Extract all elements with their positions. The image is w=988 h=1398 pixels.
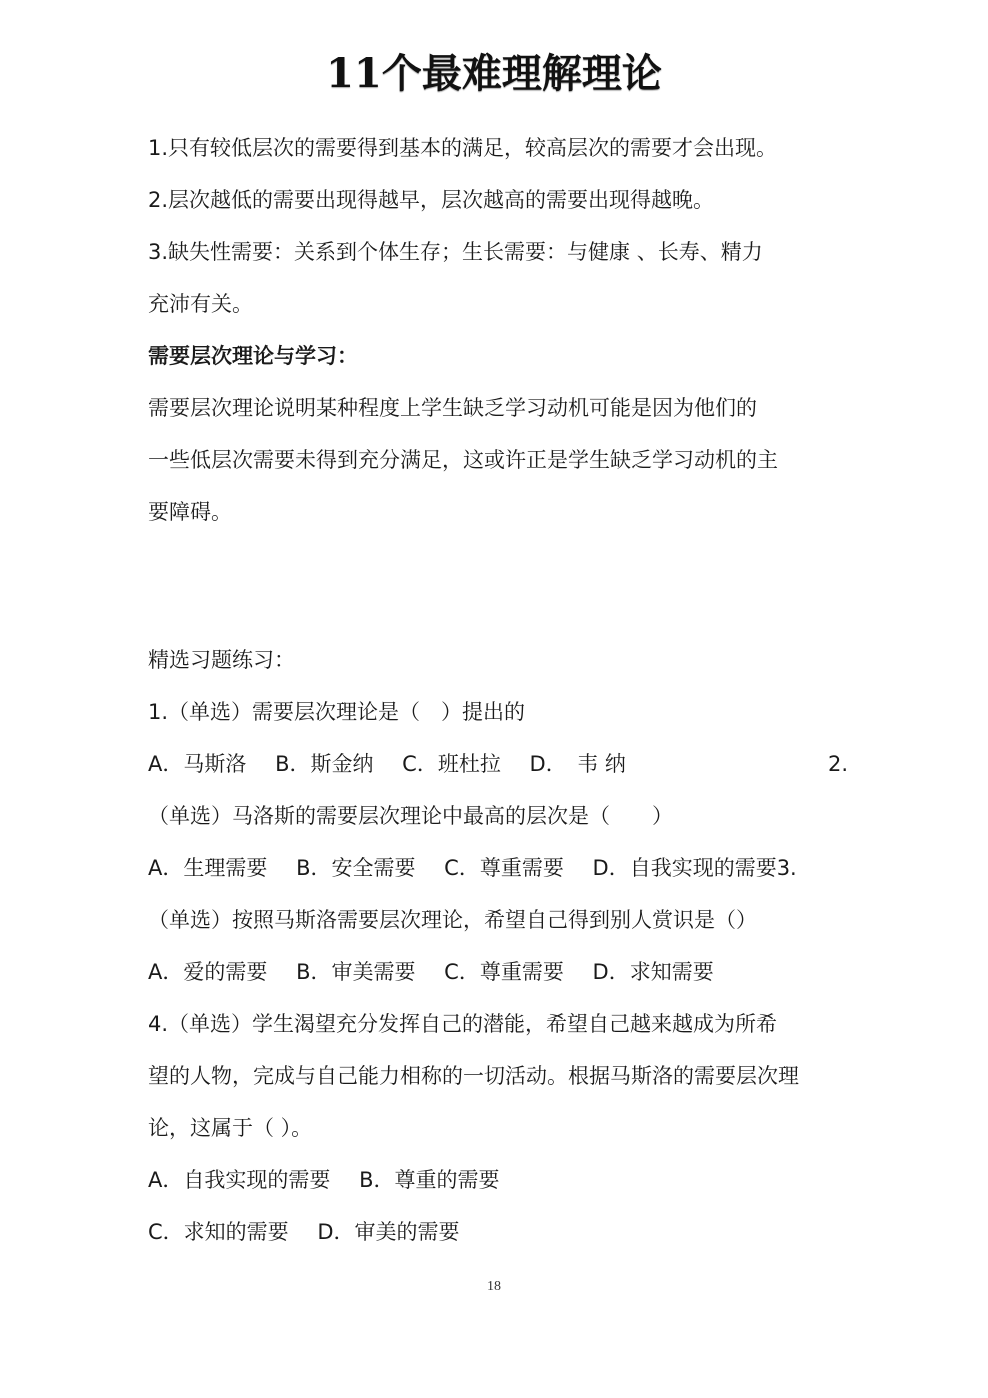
section-line-1: 需要层次理论说明某种程度上学生缺乏学习动机可能是因为他们的 (148, 396, 757, 420)
question-4-line-3: 论，这属于（ ）。 (148, 1116, 313, 1140)
q3-option-c: C．尊重需要 (444, 960, 564, 984)
section-line-3: 要障碍。 (148, 500, 232, 524)
point-1: 1.只有较低层次的需要得到基本的满足，较高层次的需要才会出现。 (148, 136, 778, 160)
point-3-continued: 充沛有关。 (148, 292, 253, 316)
question-3: （单选）按照马斯洛需要层次理论，希望自己得到别人赏识是（） (148, 908, 757, 932)
q2-option-b: B．安全需要 (296, 856, 416, 880)
question-1-options (148, 738, 848, 790)
q2-option-c: C．尊重需要 (444, 856, 564, 880)
exercises-heading: 精选习题练习： (148, 648, 295, 672)
q4-option-b: B．尊重的需要 (359, 1168, 500, 1192)
document-body (148, 122, 848, 1258)
question-4-options-row-2 (148, 1206, 848, 1258)
question-4-line-2: 望的人物，完成与自己能力相称的一切活动。根据马斯洛的需要层次理 (148, 1064, 799, 1088)
question-2: （单选）马洛斯的需要层次理论中最高的层次是（ ） (148, 804, 673, 828)
q4-option-c: C．求知的需要 (148, 1220, 289, 1244)
page-number: 18 (487, 1279, 501, 1294)
question-2-options (148, 842, 848, 894)
spacer (148, 538, 848, 634)
q4-option-d: D．审美的需要 (317, 1220, 460, 1244)
q1-option-d: D． 韦 纳 (529, 752, 626, 776)
section-line-2: 一些低层次需要未得到充分满足，这或许正是学生缺乏学习动机的主 (148, 448, 778, 472)
question-1: 1.（单选）需要层次理论是（ ）提出的 (148, 700, 526, 724)
question-3-options (148, 946, 848, 998)
point-3: 3.缺失性需要：关系到个体生存；生长需要：与健康 、长寿、精力 (148, 240, 763, 264)
q3-option-a: A．爱的需要 (148, 960, 268, 984)
q4-option-a: A．自我实现的需要 (148, 1168, 331, 1192)
q1-option-a: A．马斯洛 (148, 752, 247, 776)
question-2-number: 2. (827, 752, 848, 776)
q1-option-c: C．班杜拉 (402, 752, 501, 776)
q1-option-b: B．斯金纳 (275, 752, 374, 776)
q3-option-b: B．审美需要 (296, 960, 416, 984)
question-4-options-row-1 (148, 1154, 848, 1206)
section-heading: 需要层次理论与学习： (148, 344, 358, 368)
q3-option-d: D．求知需要 (592, 960, 714, 984)
q2-option-a: A．生理需要 (148, 856, 268, 880)
document-title: 11个最难理解理论 (326, 50, 662, 97)
q2-option-d: D．自我实现的需要3. (592, 856, 797, 880)
point-2: 2.层次越低的需要出现得越早，层次越高的需要出现得越晚。 (148, 188, 715, 212)
question-4-line-1: 4.（单选）学生渴望充分发挥自己的潜能，希望自己越来越成为所希 (148, 1012, 778, 1036)
